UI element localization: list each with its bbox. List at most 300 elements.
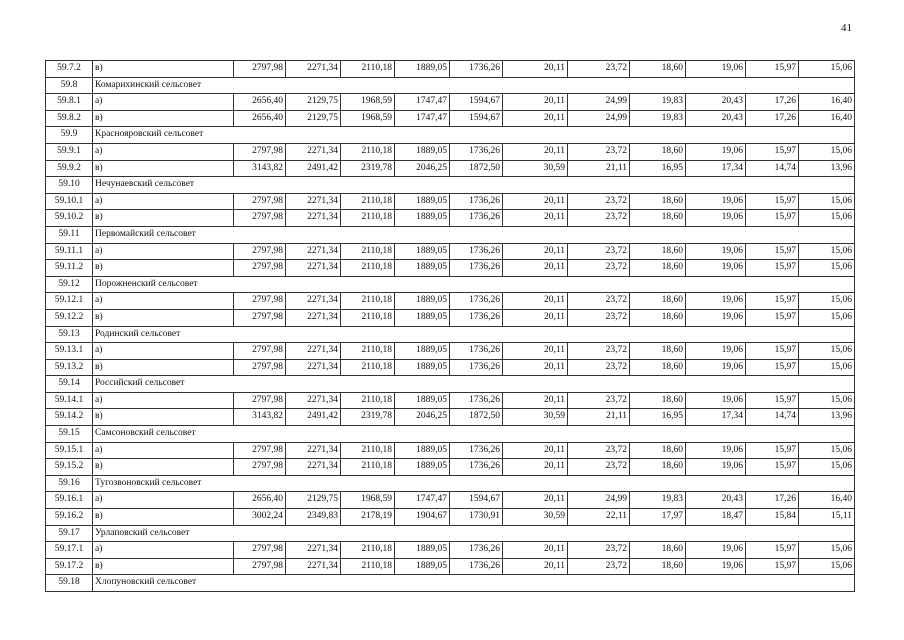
value-cell: 2110,18 [341, 392, 395, 409]
value-cell: 13,96 [799, 409, 855, 426]
value-cell: 23,72 [568, 442, 630, 459]
value-cell: 23,72 [568, 542, 630, 559]
value-cell: 1889,05 [395, 293, 450, 310]
table-row [46, 309, 855, 326]
value-cell: 1872,50 [450, 409, 503, 426]
row-code: 59.12 [46, 276, 93, 293]
table-row [46, 492, 855, 509]
value-cell: 20,11 [503, 293, 568, 310]
value-cell: 15,84 [746, 509, 799, 526]
value-cell: 2110,18 [341, 309, 395, 326]
value-cell: 19,06 [686, 243, 746, 260]
table-row [46, 210, 855, 227]
value-cell: 23,72 [568, 558, 630, 575]
value-cell: 2110,18 [341, 260, 395, 277]
value-cell: 2271,34 [286, 459, 341, 476]
value-cell: 1730,91 [450, 509, 503, 526]
value-cell: 2797,98 [234, 542, 286, 559]
value-cell: 15,06 [799, 260, 855, 277]
section-row [46, 127, 855, 144]
value-cell: 1736,26 [450, 359, 503, 376]
value-cell: 1736,26 [450, 243, 503, 260]
row-letter: а) [93, 243, 234, 260]
value-cell: 1736,26 [450, 459, 503, 476]
table-row [46, 243, 855, 260]
section-title: Хлопуновский сельсовет [93, 575, 855, 592]
value-cell: 19,06 [686, 343, 746, 360]
table-row [46, 359, 855, 376]
value-cell: 2271,34 [286, 343, 341, 360]
value-cell: 19,83 [630, 492, 686, 509]
section-row [46, 475, 855, 492]
value-cell: 1736,26 [450, 193, 503, 210]
value-cell: 1736,26 [450, 143, 503, 160]
value-cell: 19,06 [686, 392, 746, 409]
value-cell: 19,06 [686, 193, 746, 210]
value-cell: 16,40 [799, 110, 855, 127]
value-cell: 2271,34 [286, 243, 341, 260]
section-row [46, 77, 855, 94]
value-cell: 1889,05 [395, 243, 450, 260]
value-cell: 18,60 [630, 210, 686, 227]
value-cell: 20,11 [503, 193, 568, 210]
value-cell: 20,11 [503, 309, 568, 326]
section-title: Тугозвоновский сельсовет [93, 475, 855, 492]
value-cell: 2797,98 [234, 193, 286, 210]
value-cell: 1594,67 [450, 110, 503, 127]
row-letter: а) [93, 492, 234, 509]
value-cell: 19,06 [686, 260, 746, 277]
value-cell: 1736,26 [450, 309, 503, 326]
value-cell: 1872,50 [450, 160, 503, 177]
value-cell: 1736,26 [450, 210, 503, 227]
value-cell: 2271,34 [286, 293, 341, 310]
value-cell: 1889,05 [395, 442, 450, 459]
value-cell: 2110,18 [341, 61, 395, 78]
value-cell: 18,60 [630, 260, 686, 277]
value-cell: 1889,05 [395, 392, 450, 409]
row-letter: в) [93, 509, 234, 526]
value-cell: 1889,05 [395, 558, 450, 575]
value-cell: 17,97 [630, 509, 686, 526]
value-cell: 23,72 [568, 243, 630, 260]
table-row [46, 260, 855, 277]
row-letter: в) [93, 260, 234, 277]
value-cell: 24,99 [568, 492, 630, 509]
row-code: 59.10.1 [46, 193, 93, 210]
value-cell: 2110,18 [341, 359, 395, 376]
value-cell: 2797,98 [234, 61, 286, 78]
table-row [46, 61, 855, 78]
value-cell: 18,60 [630, 558, 686, 575]
section-row [46, 426, 855, 443]
value-cell: 21,11 [568, 409, 630, 426]
row-code: 59.8 [46, 77, 93, 94]
value-cell: 2797,98 [234, 243, 286, 260]
value-cell: 2271,34 [286, 309, 341, 326]
table-row [46, 94, 855, 111]
table-row [46, 542, 855, 559]
value-cell: 1889,05 [395, 61, 450, 78]
value-cell: 2110,18 [341, 243, 395, 260]
value-cell: 2797,98 [234, 442, 286, 459]
value-cell: 1889,05 [395, 309, 450, 326]
value-cell: 1889,05 [395, 210, 450, 227]
value-cell: 23,72 [568, 343, 630, 360]
value-cell: 19,06 [686, 61, 746, 78]
value-cell: 15,06 [799, 343, 855, 360]
value-cell: 2110,18 [341, 143, 395, 160]
section-title: Родинский сельсовет [93, 326, 855, 343]
value-cell: 19,06 [686, 359, 746, 376]
value-cell: 19,06 [686, 542, 746, 559]
table-row [46, 143, 855, 160]
row-letter: в) [93, 409, 234, 426]
value-cell: 15,06 [799, 542, 855, 559]
value-cell: 17,26 [746, 94, 799, 111]
section-title: Российский сельсовет [93, 376, 855, 393]
table-row [46, 459, 855, 476]
table-row [46, 392, 855, 409]
value-cell: 2656,40 [234, 110, 286, 127]
row-letter: а) [93, 542, 234, 559]
value-cell: 1968,59 [341, 94, 395, 111]
value-cell: 17,34 [686, 160, 746, 177]
value-cell: 18,60 [630, 442, 686, 459]
value-cell: 1889,05 [395, 143, 450, 160]
value-cell: 20,11 [503, 110, 568, 127]
row-code: 59.12.2 [46, 309, 93, 326]
row-code: 59.17.1 [46, 542, 93, 559]
value-cell: 19,06 [686, 459, 746, 476]
value-cell: 19,06 [686, 143, 746, 160]
row-code: 59.9.1 [46, 143, 93, 160]
value-cell: 15,97 [746, 542, 799, 559]
value-cell: 1594,67 [450, 492, 503, 509]
row-code: 59.18 [46, 575, 93, 592]
value-cell: 2797,98 [234, 343, 286, 360]
value-cell: 23,72 [568, 193, 630, 210]
value-cell: 20,11 [503, 359, 568, 376]
value-cell: 1736,26 [450, 442, 503, 459]
value-cell: 2349,83 [286, 509, 341, 526]
row-letter: в) [93, 558, 234, 575]
value-cell: 2271,34 [286, 61, 341, 78]
row-letter: а) [93, 143, 234, 160]
section-row [46, 276, 855, 293]
section-row [46, 177, 855, 194]
value-cell: 15,97 [746, 309, 799, 326]
value-cell: 2110,18 [341, 193, 395, 210]
row-letter: в) [93, 309, 234, 326]
row-letter: а) [93, 392, 234, 409]
value-cell: 20,11 [503, 542, 568, 559]
value-cell: 1889,05 [395, 542, 450, 559]
row-letter: в) [93, 210, 234, 227]
row-code: 59.16.1 [46, 492, 93, 509]
value-cell: 2319,78 [341, 160, 395, 177]
value-cell: 18,60 [630, 143, 686, 160]
table-row [46, 509, 855, 526]
value-cell: 15,06 [799, 558, 855, 575]
value-cell: 15,06 [799, 243, 855, 260]
value-cell: 1904,67 [395, 509, 450, 526]
value-cell: 23,72 [568, 309, 630, 326]
row-code: 59.15.2 [46, 459, 93, 476]
row-code: 59.16 [46, 475, 93, 492]
value-cell: 15,97 [746, 143, 799, 160]
value-cell: 18,60 [630, 193, 686, 210]
value-cell: 1736,26 [450, 61, 503, 78]
value-cell: 2271,34 [286, 193, 341, 210]
value-cell: 19,06 [686, 210, 746, 227]
value-cell: 2110,18 [341, 442, 395, 459]
value-cell: 1747,47 [395, 492, 450, 509]
value-cell: 15,11 [799, 509, 855, 526]
section-title: Краснояровский сельсовет [93, 127, 855, 144]
row-code: 59.14 [46, 376, 93, 393]
value-cell: 15,06 [799, 210, 855, 227]
value-cell: 2656,40 [234, 94, 286, 111]
section-title: Первомайский сельсовет [93, 226, 855, 243]
value-cell: 20,11 [503, 492, 568, 509]
value-cell: 3143,82 [234, 160, 286, 177]
section-row [46, 376, 855, 393]
table-row [46, 193, 855, 210]
section-row [46, 326, 855, 343]
value-cell: 15,06 [799, 61, 855, 78]
value-cell: 30,59 [503, 509, 568, 526]
value-cell: 1968,59 [341, 110, 395, 127]
value-cell: 1889,05 [395, 459, 450, 476]
value-cell: 1889,05 [395, 193, 450, 210]
row-code: 59.12.1 [46, 293, 93, 310]
value-cell: 2271,34 [286, 392, 341, 409]
value-cell: 2271,34 [286, 542, 341, 559]
value-cell: 2271,34 [286, 210, 341, 227]
value-cell: 2656,40 [234, 492, 286, 509]
value-cell: 2271,34 [286, 260, 341, 277]
row-letter: а) [93, 193, 234, 210]
value-cell: 20,11 [503, 210, 568, 227]
value-cell: 20,43 [686, 492, 746, 509]
value-cell: 23,72 [568, 260, 630, 277]
value-cell: 23,72 [568, 293, 630, 310]
table-row [46, 293, 855, 310]
value-cell: 17,34 [686, 409, 746, 426]
value-cell: 2110,18 [341, 459, 395, 476]
table-row [46, 110, 855, 127]
value-cell: 18,47 [686, 509, 746, 526]
value-cell: 2797,98 [234, 293, 286, 310]
section-title: Самсоновский сельсовет [93, 426, 855, 443]
value-cell: 2110,18 [341, 558, 395, 575]
row-letter: а) [93, 442, 234, 459]
value-cell: 23,72 [568, 392, 630, 409]
value-cell: 20,11 [503, 61, 568, 78]
value-cell: 2797,98 [234, 260, 286, 277]
value-cell: 20,43 [686, 94, 746, 111]
value-cell: 1736,26 [450, 343, 503, 360]
value-cell: 16,95 [630, 409, 686, 426]
value-cell: 2110,18 [341, 293, 395, 310]
row-code: 59.14.2 [46, 409, 93, 426]
value-cell: 24,99 [568, 110, 630, 127]
value-cell: 20,11 [503, 260, 568, 277]
value-cell: 1736,26 [450, 392, 503, 409]
value-cell: 18,60 [630, 459, 686, 476]
section-title: Комарихинский сельсовет [93, 77, 855, 94]
value-cell: 1968,59 [341, 492, 395, 509]
row-code: 59.11 [46, 226, 93, 243]
value-cell: 15,97 [746, 243, 799, 260]
section-row [46, 226, 855, 243]
row-letter: в) [93, 160, 234, 177]
value-cell: 20,11 [503, 459, 568, 476]
value-cell: 3143,82 [234, 409, 286, 426]
value-cell: 24,99 [568, 94, 630, 111]
row-code: 59.10 [46, 177, 93, 194]
value-cell: 23,72 [568, 359, 630, 376]
value-cell: 2491,42 [286, 160, 341, 177]
value-cell: 19,06 [686, 309, 746, 326]
row-code: 59.9 [46, 127, 93, 144]
value-cell: 15,06 [799, 359, 855, 376]
row-code: 59.13 [46, 326, 93, 343]
row-letter: в) [93, 459, 234, 476]
value-cell: 2110,18 [341, 343, 395, 360]
table-row [46, 160, 855, 177]
row-code: 59.7.2 [46, 61, 93, 78]
value-cell: 15,06 [799, 459, 855, 476]
table-body [46, 61, 855, 592]
value-cell: 15,97 [746, 293, 799, 310]
value-cell: 1594,67 [450, 94, 503, 111]
value-cell: 2319,78 [341, 409, 395, 426]
table-row [46, 558, 855, 575]
row-code: 59.11.2 [46, 260, 93, 277]
value-cell: 18,60 [630, 359, 686, 376]
value-cell: 19,06 [686, 442, 746, 459]
value-cell: 23,72 [568, 143, 630, 160]
value-cell: 15,97 [746, 193, 799, 210]
value-cell: 1889,05 [395, 343, 450, 360]
row-code: 59.17.2 [46, 558, 93, 575]
value-cell: 23,72 [568, 459, 630, 476]
value-cell: 1889,05 [395, 260, 450, 277]
value-cell: 2491,42 [286, 409, 341, 426]
row-code: 59.15 [46, 426, 93, 443]
value-cell: 15,06 [799, 392, 855, 409]
row-code: 59.17 [46, 525, 93, 542]
value-cell: 2797,98 [234, 359, 286, 376]
value-cell: 15,97 [746, 343, 799, 360]
section-row [46, 525, 855, 542]
table-row [46, 343, 855, 360]
value-cell: 21,11 [568, 160, 630, 177]
row-letter: в) [93, 359, 234, 376]
value-cell: 16,40 [799, 492, 855, 509]
value-cell: 15,06 [799, 143, 855, 160]
value-cell: 1736,26 [450, 542, 503, 559]
row-letter: в) [93, 110, 234, 127]
row-code: 59.13.2 [46, 359, 93, 376]
section-row [46, 575, 855, 592]
table-row [46, 409, 855, 426]
value-cell: 2797,98 [234, 459, 286, 476]
row-code: 59.14.1 [46, 392, 93, 409]
value-cell: 2797,98 [234, 309, 286, 326]
value-cell: 30,59 [503, 160, 568, 177]
value-cell: 15,97 [746, 260, 799, 277]
value-cell: 20,11 [503, 243, 568, 260]
row-code: 59.8.1 [46, 94, 93, 111]
value-cell: 1889,05 [395, 359, 450, 376]
value-cell: 22,11 [568, 509, 630, 526]
row-code: 59.10.2 [46, 210, 93, 227]
value-cell: 2797,98 [234, 210, 286, 227]
value-cell: 17,26 [746, 110, 799, 127]
value-cell: 2129,75 [286, 492, 341, 509]
value-cell: 18,60 [630, 243, 686, 260]
value-cell: 15,97 [746, 392, 799, 409]
value-cell: 1747,47 [395, 94, 450, 111]
section-title: Порожненский сельсовет [93, 276, 855, 293]
value-cell: 19,83 [630, 110, 686, 127]
value-cell: 15,97 [746, 359, 799, 376]
value-cell: 18,60 [630, 542, 686, 559]
row-letter: а) [93, 94, 234, 111]
value-cell: 2271,34 [286, 558, 341, 575]
value-cell: 2110,18 [341, 542, 395, 559]
value-cell: 18,60 [630, 309, 686, 326]
value-cell: 17,26 [746, 492, 799, 509]
value-cell: 18,60 [630, 392, 686, 409]
value-cell: 15,06 [799, 309, 855, 326]
row-code: 59.9.2 [46, 160, 93, 177]
value-cell: 19,06 [686, 558, 746, 575]
value-cell: 15,06 [799, 293, 855, 310]
row-letter: а) [93, 343, 234, 360]
value-cell: 2129,75 [286, 110, 341, 127]
value-cell: 20,11 [503, 558, 568, 575]
value-cell: 2129,75 [286, 94, 341, 111]
value-cell: 1736,26 [450, 293, 503, 310]
row-code: 59.15.1 [46, 442, 93, 459]
value-cell: 23,72 [568, 210, 630, 227]
page-number: 41 [841, 22, 852, 34]
row-code: 59.16.2 [46, 509, 93, 526]
value-cell: 1747,47 [395, 110, 450, 127]
value-cell: 2110,18 [341, 210, 395, 227]
section-title: Нечунаевский сельсовет [93, 177, 855, 194]
value-cell: 2178,19 [341, 509, 395, 526]
value-cell: 2046,25 [395, 409, 450, 426]
row-letter: а) [93, 293, 234, 310]
value-cell: 14,74 [746, 409, 799, 426]
value-cell: 15,06 [799, 193, 855, 210]
value-cell: 15,97 [746, 459, 799, 476]
value-cell: 23,72 [568, 61, 630, 78]
tariff-table [45, 60, 855, 592]
value-cell: 15,97 [746, 442, 799, 459]
row-code: 59.8.2 [46, 110, 93, 127]
value-cell: 19,83 [630, 94, 686, 111]
value-cell: 2797,98 [234, 558, 286, 575]
value-cell: 20,11 [503, 94, 568, 111]
value-cell: 19,06 [686, 293, 746, 310]
value-cell: 14,74 [746, 160, 799, 177]
